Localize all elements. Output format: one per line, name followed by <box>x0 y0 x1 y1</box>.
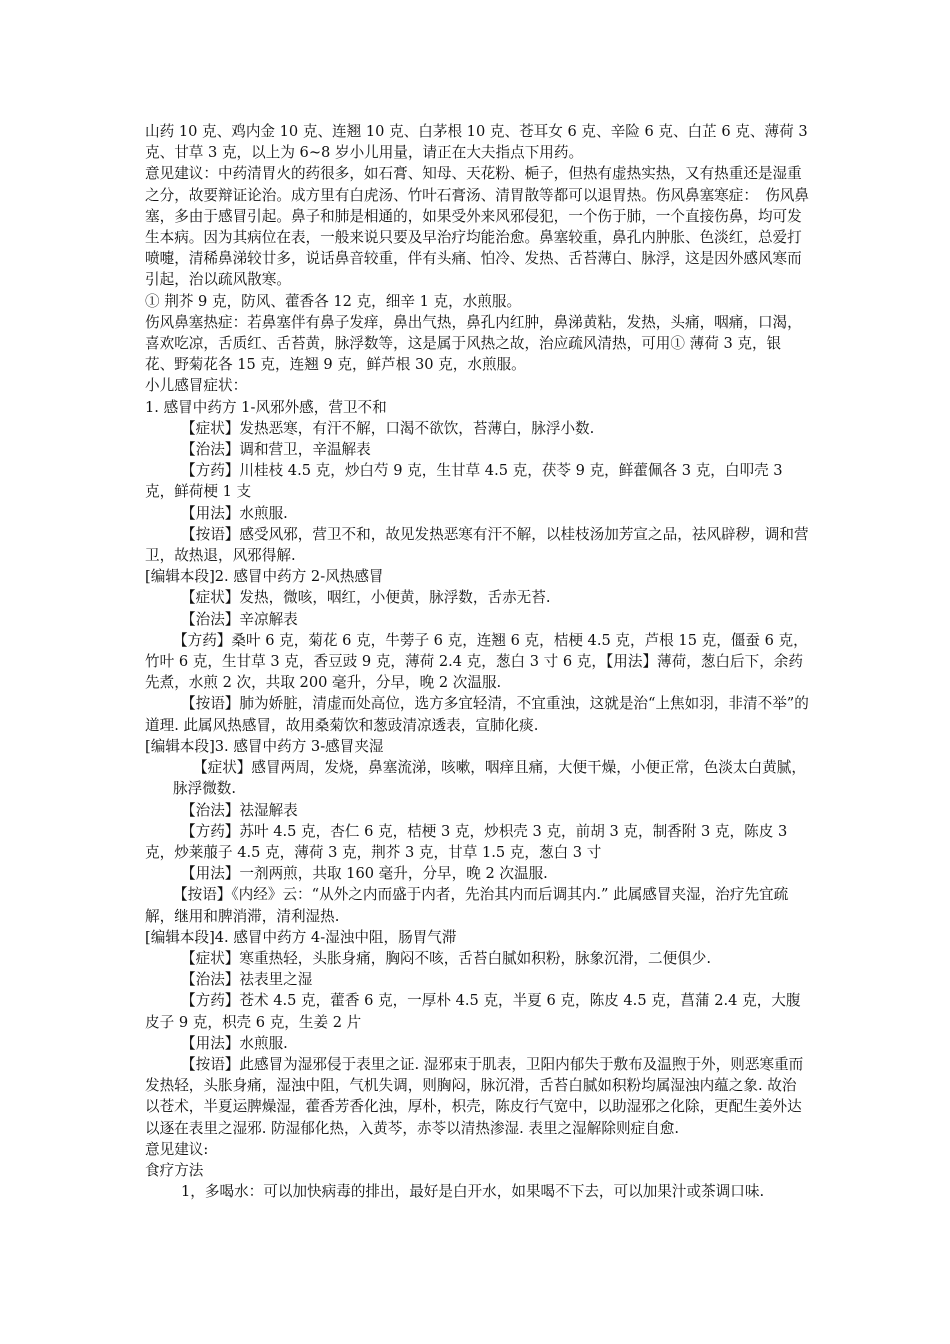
paragraph: 意见建议: <box>145 1140 209 1158</box>
paragraph: 【方药】川桂枝 4.5 克，炒白芍 9 克，生甘草 4.5 克，茯苓 9 克，鲜藿佩各 3 克，白叩壳 3 克，鲜荷梗 1 支 <box>145 462 783 501</box>
paragraph: 食疗方法 <box>145 1161 204 1179</box>
paragraph: 【症状】发热恶寒，有汗不解，口渴不欲饮，苔薄白，脉浮小数. <box>181 419 595 437</box>
paragraph: 【方药】苍术 4.5 克，藿香 6 克，一厚朴 4.5 克，半夏 6 克，陈皮 4.5 克，菖蒲 2.4 克，大腹皮子 9 克，枳壳 6 克，生姜 2 片 <box>145 992 801 1031</box>
paragraph: 【治法】调和营卫，辛温解表 <box>181 441 371 459</box>
paragraph: 【用法】水煎服. <box>181 1034 288 1052</box>
paragraph: 【用法】一剂两煎，共取 160 毫升，分早，晚 2 次温服. <box>181 865 548 883</box>
paragraph: 【用法】水煎服. <box>181 504 288 522</box>
paragraph: 【方药】桑叶 6 克，菊花 6 克，牛蒡子 6 克，连翘 6 克，桔梗 4.5 克，芦根 15 克，僵蚕 6 克，竹叶 6 克，生甘草 3 克，香豆豉 9 克，薄荷 2.4 克，葱白 3 寸 6 克，【用法】薄荷，葱白后下，余药先煮，水煎 2 次，共取 200 毫升，分早，晚 2 次温服. <box>145 631 808 692</box>
paragraph: 【治法】祛表里之湿 <box>181 971 313 989</box>
paragraph: 【治法】辛凉解表 <box>181 610 298 628</box>
paragraph: 【按语】此感冒为湿邪侵于表里之证. 湿邪束于肌表，卫阳内郁失于敷布及温煦于外，则恶寒重而发热轻，头胀身痛，湿浊中阻，气机失调，则胸闷，脉沉滑，舌苔白腻如积粉均属湿浊内蕴之象. 故治以苍术，半夏运脾燥湿，藿香芳香化浊，厚朴，枳壳，陈皮行气宽中，以助湿邪之化除，更配生姜外达以逐在表里之湿邪. 防湿郁化热，入黄芩，赤苓以清热渗湿. 表里之湿解除则症自愈. <box>145 1055 804 1137</box>
paragraph: 1，多喝水：可以加快病毒的排出，最好是白开水，如果喝不下去，可以加果汁或茶调口味. <box>181 1183 765 1201</box>
paragraph: [编辑本段]3. 感冒中药方 3-感冒夹湿 <box>145 737 384 755</box>
paragraph: 【按语】肺为娇脏，清虚而处高位，选方多宜轻清，不宜重浊，这就是治“上焦如羽，非清不举”的道理. 此属风热感冒，故用桑菊饮和葱豉清凉透表，宣肺化痰. <box>145 695 809 734</box>
paragraph: 小儿感冒症状： <box>145 377 248 395</box>
paragraph: 山药 10 克、鸡内金 10 克、连翘 10 克、白茅根 10 克、苍耳女 6 克、辛险 6 克、白芷 6 克、薄荷 3 克、甘草 3 克，以上为 6~8 岁小儿用量，请正在大夫指点下用药。 <box>145 123 808 162</box>
paragraph: 【按语】《内经》云：“从外之内而盛于内者，先治其内而后调其内.” 此属感冒夹湿，治疗先宜疏解，继用和脾消滞，清利湿热. <box>145 886 789 925</box>
paragraph: 【按语】感受风邪，营卫不和，故见发热恶寒有汗不解，以桂枝汤加芳宣之品，祛风辟秽，调和营卫，故热退，风邪得解. <box>145 525 809 565</box>
paragraph: 1. 感冒中药方 1-风邪外感，营卫不和 <box>145 398 387 416</box>
paragraph: 【方药】苏叶 4.5 克，杏仁 6 克，桔梗 3 克，炒枳壳 3 克，前胡 3 克，制香附 3 克，陈皮 3 克，炒莱菔子 4.5 克，薄荷 3 克，荆芥 3 克，甘草 1.5 克，葱白 3 寸 <box>145 822 788 861</box>
paragraph: 意见建议：中药清胃火的药很多，如石膏、知母、天花粉、梔子，但热有虚热实热，又有热重还是湿重之分，故要辩证论治。成方里有白虎汤、竹叶石膏汤、清胃散等都可以退胃热。伤风鼻塞寒症： 伤风鼻塞，多由于感冒引起。鼻子和肺是相通的，如果受外来风邪侵犯，一个伤于肺，一个直接伤鼻，均可发生本病。因为其病位在表，一般来说只要及早治疗均能治愈。鼻塞较重，鼻孔内肿胀、色淡红，总爱打喷嚏，清稀鼻涕较廿多，说话鼻音较重，伴有头痛、怕冷、发热、舌苔薄白、脉浮，这是因外感风寒而引起，治以疏风散寒。 <box>145 165 810 289</box>
paragraph: [编辑本段]2. 感冒中药方 2-风热感冒 <box>145 568 384 586</box>
paragraph: [编辑本段]4. 感冒中药方 4-湿浊中阻，肠胃气滞 <box>145 928 457 946</box>
paragraph: 【治法】祛湿解表 <box>181 801 298 819</box>
paragraph: 伤风鼻塞热症：若鼻塞伴有鼻子发痒，鼻出气热，鼻孔内红肿，鼻涕黄粘，发热，头痛，咽痛，口渴，喜欢吃凉，舌质红、舌苔黄，脉浮数等，这是属于风热之故，治应疏风清热，可用① 薄荷 3 克，银花、野菊花各 15 克，连翘 9 克，鲜芦根 30 克，水煎服。 <box>145 313 802 374</box>
paragraph: ① 荆芥 9 克，防风、藿香各 12 克，细辛 1 克，水煎服。 <box>145 292 522 310</box>
paragraph: 【症状】发热，微咳，咽红，小便黄，脉浮数，舌赤无苔. <box>181 589 551 607</box>
document-page <box>145 121 810 1202</box>
paragraph: 【症状】感冒两周，发烧，鼻塞流涕，咳嗽，咽痒且痛，大便干燥，小便正常，色淡太白黄腻，脉浮微数. <box>173 759 806 798</box>
paragraph: 【症状】寒重热轻，头胀身痛，胸闷不咳，舌苔白腻如积粉，脉象沉滑，二便俱少. <box>181 949 712 967</box>
